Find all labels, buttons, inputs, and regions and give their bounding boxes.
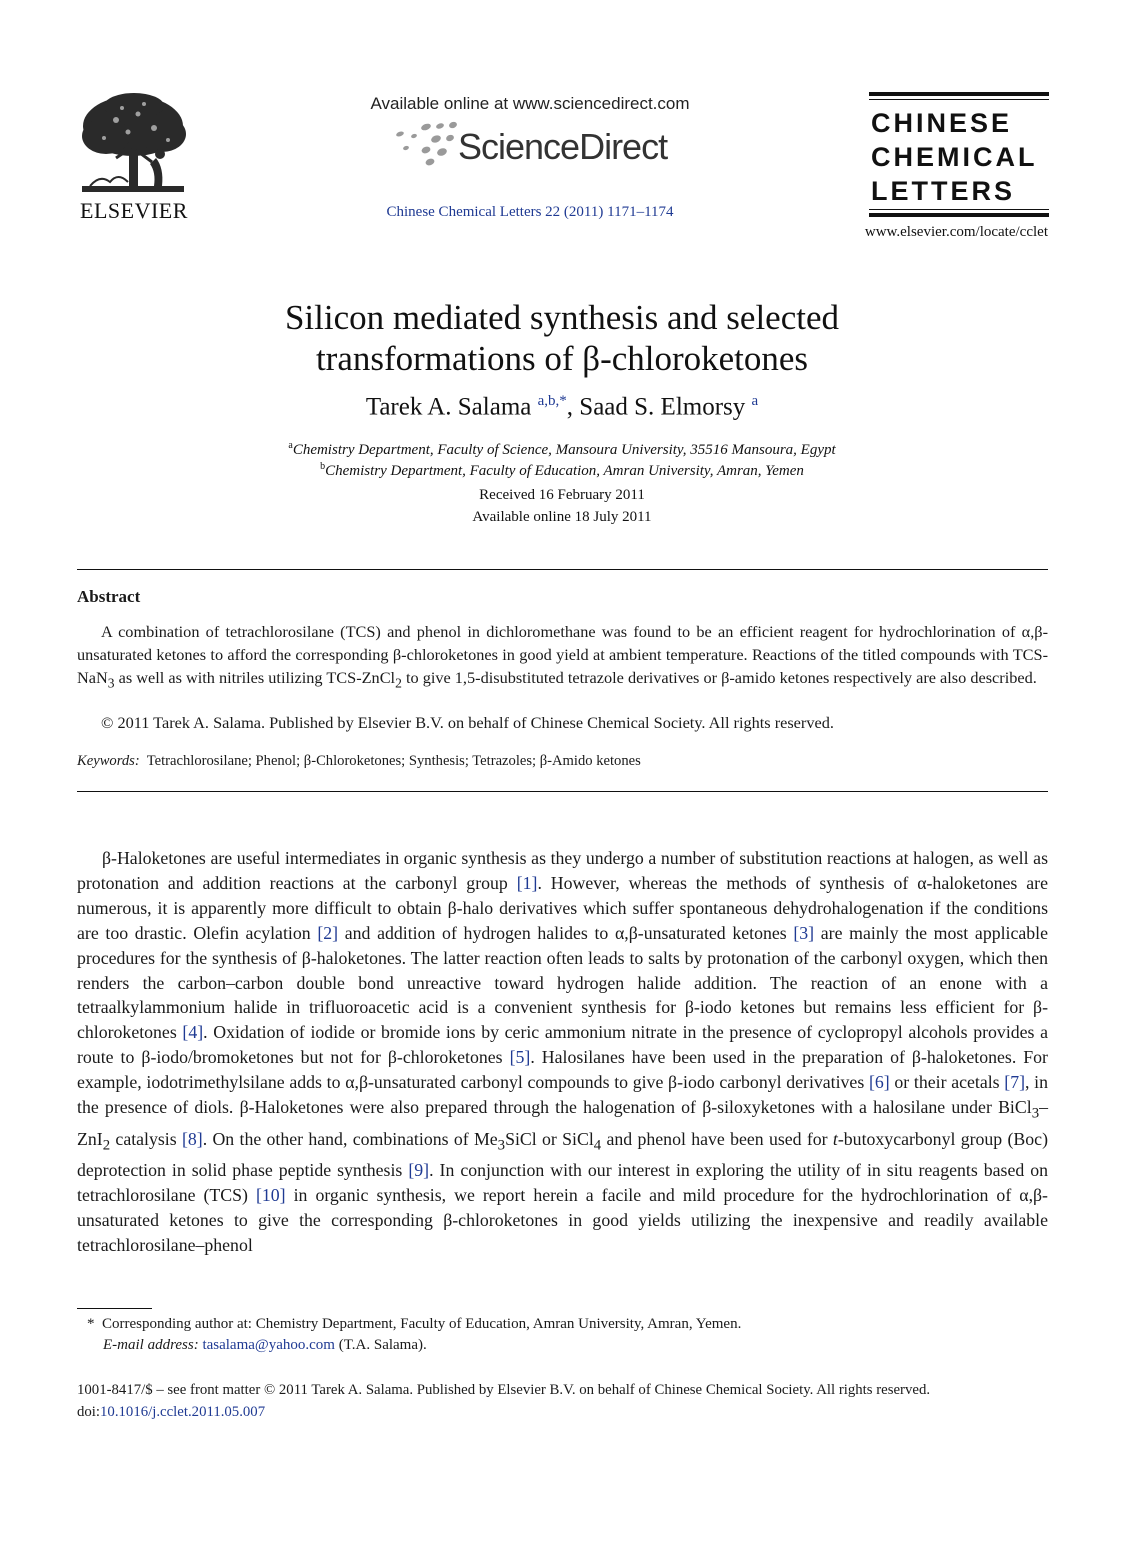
affiliation-mark: b xyxy=(320,461,326,472)
abstract-heading: Abstract xyxy=(77,587,141,606)
reference-link[interactable]: [6] xyxy=(868,1072,890,1093)
sciencedirect-dots-icon xyxy=(390,120,460,166)
introduction-paragraph: β-Haloketones are useful intermediates in organic synthesis as they undergo a number of substitution reactions at halogen, as well as protonation and addition reactions at the carbonyl group [1]. However, whereas the methods of synthesis of α-haloketones are numerous, it is apparently more difficult to obtain β-halo derivatives which suffer spontaneous dehydrohalogenation if the conditions are too drastic. Olefin acylation [2] and addition of hydrogen halides to α,β-unsaturated ketones [3] are mainly the most applicable procedures for the synthesis of β-haloketones. The latter reaction often leads to salts by protonation of the carbonyl oxygen, which then renders the carbon–carbon double bond unreactive toward hydrogen halide addition. The reaction of an enone with a tetraalkylammonium halide in trifluoroacetic acid is a convenient synthesis for β-iodo ketones but remains less efficient for β-chloroketones [4]. Oxidation of iodide or bromide ions by ceric ammonium nitrate in the presence of cyclopropyl alcohols provides a route to β-iodo/bromoketones but not for β-chloroketones [5]. Halosilanes have been used in the preparation of β-haloketones. For example, iodotrimethylsilane adds to α,β-unsaturated carbonyl compounds to give β-iodo carbonyl derivatives [6] or their acetals [7], in the presence of diols. β-Haloketones were also prepared through the halogenation of β-siloxyketones with a halosilane under BiCl$_3$–ZnI$_2$ catalysis [8]. On the other hand, combinations of $Me_3SiCl$ or SiCl$_4$ and phenol have been used for t-butoxycarbonyl group (Boc) deprotection in solid phase peptide synthesis [9]. In conjunction with our interest in exploring the utility of in situ reagents based on tetrachlorosilane (TCS) [10] in organic synthesis, we report herein a facile and mild procedure for the hydrochlorination of α,β-unsaturated ketones to give the corresponding β-chloroketones in good yields utilizing the inexpensive and readily available tetrachlorosilane–phenol xyxy=(77,848,1049,1255)
journal-logo-line-1: CHINESE xyxy=(871,108,1013,138)
journal-citation-link[interactable]: Chinese Chemical Letters 22 (2011) 1171–1174 xyxy=(386,204,674,220)
journal-logo-line-2: CHEMICAL xyxy=(871,142,1038,172)
publisher-name: ELSEVIER xyxy=(80,198,188,223)
author-affiliation-link[interactable]: a xyxy=(751,393,759,409)
reference-link[interactable]: [8] xyxy=(181,1128,203,1149)
keywords xyxy=(77,753,641,770)
reference-link[interactable]: [10] xyxy=(255,1184,286,1205)
affiliation-text: Chemistry Department, Faculty of Science, Mansoura University, 35516 Mansoura, Egypt xyxy=(292,442,836,458)
reference-link[interactable]: [7] xyxy=(1004,1072,1026,1093)
reference-link[interactable]: [1] xyxy=(516,872,538,893)
journal-logo xyxy=(869,92,1049,220)
issn-copyright-line: 1001-8417/$ – see front matter © 2011 Tarek A. Salama. Published by Elsevier B.V. on behalf of Chinese Chemical Society. All rights reserved. xyxy=(77,1382,931,1398)
journal-logo-line-3: LETTERS xyxy=(871,176,1016,206)
author-affiliation-link[interactable]: a,b,* xyxy=(537,393,567,409)
reference-link[interactable]: [3] xyxy=(793,922,815,943)
email-label: E-mail address: xyxy=(103,1337,199,1353)
affiliation-b xyxy=(120,461,1004,480)
doi-label: doi: xyxy=(77,1404,101,1420)
affiliation-a xyxy=(120,440,1004,459)
author-separator: , xyxy=(566,393,580,421)
affiliation-mark: a xyxy=(288,440,293,451)
available-online-text: Available online at www.sciencedirect.com xyxy=(370,94,690,113)
email-note xyxy=(103,1337,427,1354)
reference-link[interactable]: [2] xyxy=(317,922,339,943)
keywords-label: Keywords: xyxy=(77,753,140,769)
divider xyxy=(77,569,1048,570)
sciencedirect-wordmark: ScienceDirect xyxy=(458,126,668,167)
author-name: Saad S. Elmorsy xyxy=(579,393,746,421)
corresponding-author-note xyxy=(87,1316,741,1333)
available-date: Available online 18 July 2011 xyxy=(472,509,652,525)
article-title xyxy=(160,297,964,379)
footnote-mark: * xyxy=(87,1316,95,1332)
author-list xyxy=(160,393,964,421)
author-name: Tarek A. Salama xyxy=(365,393,532,421)
title-line-1: Silicon mediated synthesis and selected xyxy=(284,298,840,337)
corresponding-author-text: Corresponding author at: Chemistry Department, Faculty of Education, Amran University, Amran, Yemen. xyxy=(102,1316,742,1332)
keywords-list: Tetrachlorosilane; Phenol; β-Chloroketones; Synthesis; Tetrazoles; β-Amido ketones xyxy=(146,753,641,769)
journal-url: www.elsevier.com/locate/cclet xyxy=(864,224,1048,240)
abstract-text: A combination of tetrachlorosilane (TCS) and phenol in dichloromethane was found to be an efficient reagent for hydrochlorination of α,β-unsaturated ketones to afford the corresponding β-chloroketones in good yield at ambient temperature. Reactions of the titled compounds with TCS-NaN$_3$ as well as with nitriles utilizing TCS-ZnCl$_2$ to give 1,5-disubstituted tetrazole derivatives or β-amido ketones respectively are also described. xyxy=(77,622,1048,691)
doi-line xyxy=(77,1404,265,1421)
email-owner: (T.A. Salama). xyxy=(338,1337,427,1353)
footnote-divider xyxy=(77,1308,152,1309)
reference-link[interactable]: [9] xyxy=(408,1159,430,1180)
sciencedirect-logo xyxy=(390,118,690,168)
divider xyxy=(77,791,1048,792)
doi-link[interactable]: 10.1016/j.cclet.2011.05.007 xyxy=(100,1404,266,1420)
title-line-2: transformations of β-chloroketones xyxy=(315,339,809,378)
reference-link[interactable]: [5] xyxy=(509,1047,531,1068)
affiliation-text: Chemistry Department, Faculty of Education, Amran University, Amran, Yemen xyxy=(325,463,804,479)
abstract-copyright: © 2011 Tarek A. Salama. Published by Elsevier B.V. on behalf of Chinese Chemical Society. All rights reserved. xyxy=(101,713,834,732)
email-link[interactable]: tasalama@yahoo.com xyxy=(202,1337,335,1353)
reference-link[interactable]: [4] xyxy=(182,1022,204,1043)
received-date: Received 16 February 2011 xyxy=(479,487,645,503)
